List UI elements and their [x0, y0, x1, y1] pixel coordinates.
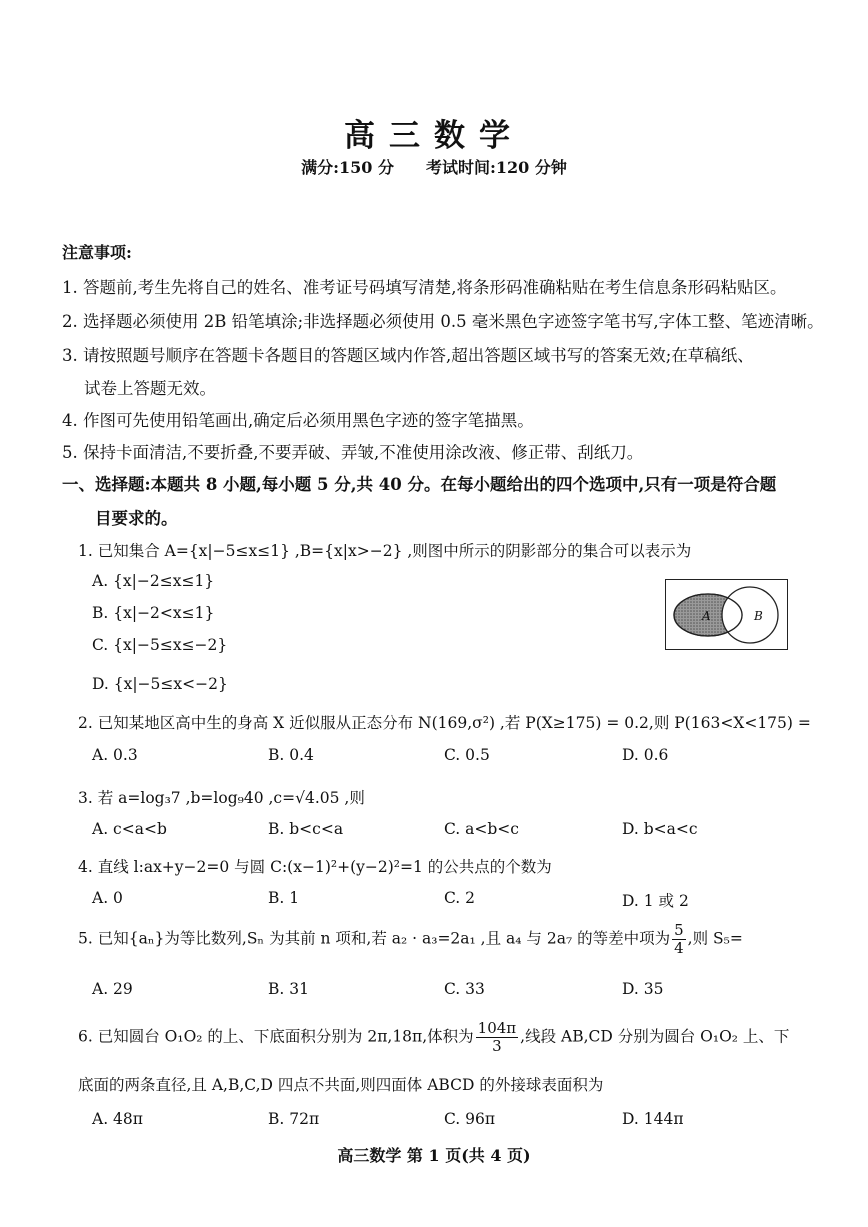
- q5-stem-before: 5. 已知{aₙ}为等比数列,Sₙ 为其前 n 项和,若 a₂ · a₃=2a₁ ,且 a₄ 与 2a₇ 的等差中项为: [78, 929, 671, 948]
- note-item: 试卷上答题无效。: [84, 379, 216, 398]
- q5-option-d: D. 35: [622, 980, 664, 998]
- note-item: 2. 选择题必须使用 2B 铅笔填涂;非选择题必须使用 0.5 毫米黑色字迹签字笔书写,字体工整、笔迹清晰。: [62, 312, 824, 331]
- page-title: 高三数学: [344, 118, 524, 154]
- note-item: 5. 保持卡面清洁,不要折叠,不要弄破、弄皱,不准使用涂改液、修正带、刮纸刀。: [62, 443, 644, 462]
- note-item: 3. 请按照题号顺序在答题卡各题目的答题区域内作答,超出答题区域书写的答案无效;在草稿纸、: [62, 346, 754, 365]
- q6-option-c: C. 96π: [444, 1110, 496, 1128]
- question-6-stem-line2: 底面的两条直径,且 A,B,C,D 四点不共面,则四面体 ABCD 的外接球表面积为: [78, 1076, 604, 1094]
- notes-heading: 注意事项:: [62, 243, 132, 262]
- q6-stem-before: 6. 已知圆台 O₁O₂ 的上、下底面积分别为 2π,18π,体积为: [78, 1027, 474, 1046]
- question-2-stem: 2. 已知某地区高中生的身高 X 近似服从正态分布 N(169,σ²) ,若 P(X≥175) = 0.2,则 P(163<X<175) =: [78, 714, 811, 732]
- page-footer: 高三数学 第 1 页(共 4 页): [337, 1146, 531, 1165]
- exam-time: 考试时间:120 分钟: [426, 158, 567, 177]
- q5-option-b: B. 31: [268, 980, 309, 998]
- question-5-stem: [78, 922, 743, 957]
- venn-svg: [666, 580, 786, 648]
- q1-option-c: C. {x|−5≤x≤−2}: [92, 636, 228, 654]
- q6-option-b: B. 72π: [268, 1110, 320, 1128]
- q1-option-d: D. {x|−5≤x<−2}: [92, 675, 228, 693]
- q6-fraction-numerator: 104π: [477, 1019, 517, 1037]
- note-item: 1. 答题前,考生先将自己的姓名、准考证号码填写清楚,将条形码准确粘贴在考生信息条形码粘贴区。: [62, 278, 787, 297]
- q4-option-c: C. 2: [444, 889, 476, 907]
- full-score: 满分:150 分: [301, 158, 394, 177]
- q1-option-a: A. {x|−2≤x≤1}: [92, 572, 215, 590]
- q5-stem-after: ,则 S₅=: [687, 929, 743, 948]
- q6-option-a: A. 48π: [92, 1110, 143, 1128]
- q6-option-d: D. 144π: [622, 1110, 684, 1128]
- q5-option-c: C. 33: [444, 980, 485, 998]
- q2-option-d: D. 0.6: [622, 746, 669, 764]
- q6-fraction-denominator: 3: [492, 1037, 502, 1055]
- q5-fraction: [672, 922, 686, 957]
- q1-option-b: B. {x|−2<x≤1}: [92, 604, 215, 622]
- q4-option-a: A. 0: [92, 889, 123, 907]
- q4-option-b: B. 1: [268, 889, 300, 907]
- q3-option-b: B. b<c<a: [268, 820, 344, 838]
- q5-option-a: A. 29: [92, 980, 133, 998]
- q4-option-d: D. 1 或 2: [622, 892, 689, 910]
- question-6-stem: [78, 1020, 789, 1055]
- question-1-stem: 1. 已知集合 A={x|−5≤x≤1} ,B={x|x>−2} ,则图中所示的阴影部分的集合可以表示为: [78, 542, 692, 560]
- q3-option-d: D. b<a<c: [622, 820, 698, 838]
- exam-info: [0, 155, 868, 178]
- note-item: 4. 作图可先使用铅笔画出,确定后必须用黑色字迹的签字笔描黑。: [62, 411, 534, 430]
- section-heading: 一、选择题:本题共 8 小题,每小题 5 分,共 40 分。在每小题给出的四个选项中,只有一项是符合题: [62, 475, 777, 494]
- question-4-stem: 4. 直线 l:ax+y−2=0 与圆 C:(x−1)²+(y−2)²=1 的公共点的个数为: [78, 858, 552, 876]
- q5-fraction-denominator: 4: [674, 939, 684, 957]
- question-3-stem: 3. 若 a=log₃7 ,b=log₉40 ,c=√4.05 ,则: [78, 789, 365, 807]
- q6-fraction: [476, 1020, 519, 1055]
- q5-fraction-numerator: 5: [674, 921, 684, 939]
- q3-option-a: A. c<a<b: [92, 820, 167, 838]
- section-heading-cont: 目要求的。: [95, 509, 178, 528]
- q2-option-c: C. 0.5: [444, 746, 490, 764]
- venn-diagram: [665, 579, 788, 650]
- venn-label-a: A: [702, 609, 711, 623]
- q6-stem-after: ,线段 AB,CD 分别为圆台 O₁O₂ 上、下: [520, 1027, 790, 1046]
- q3-option-c: C. a<b<c: [444, 820, 519, 838]
- q2-option-a: A. 0.3: [92, 746, 138, 764]
- venn-label-b: B: [754, 609, 763, 623]
- q2-option-b: B. 0.4: [268, 746, 314, 764]
